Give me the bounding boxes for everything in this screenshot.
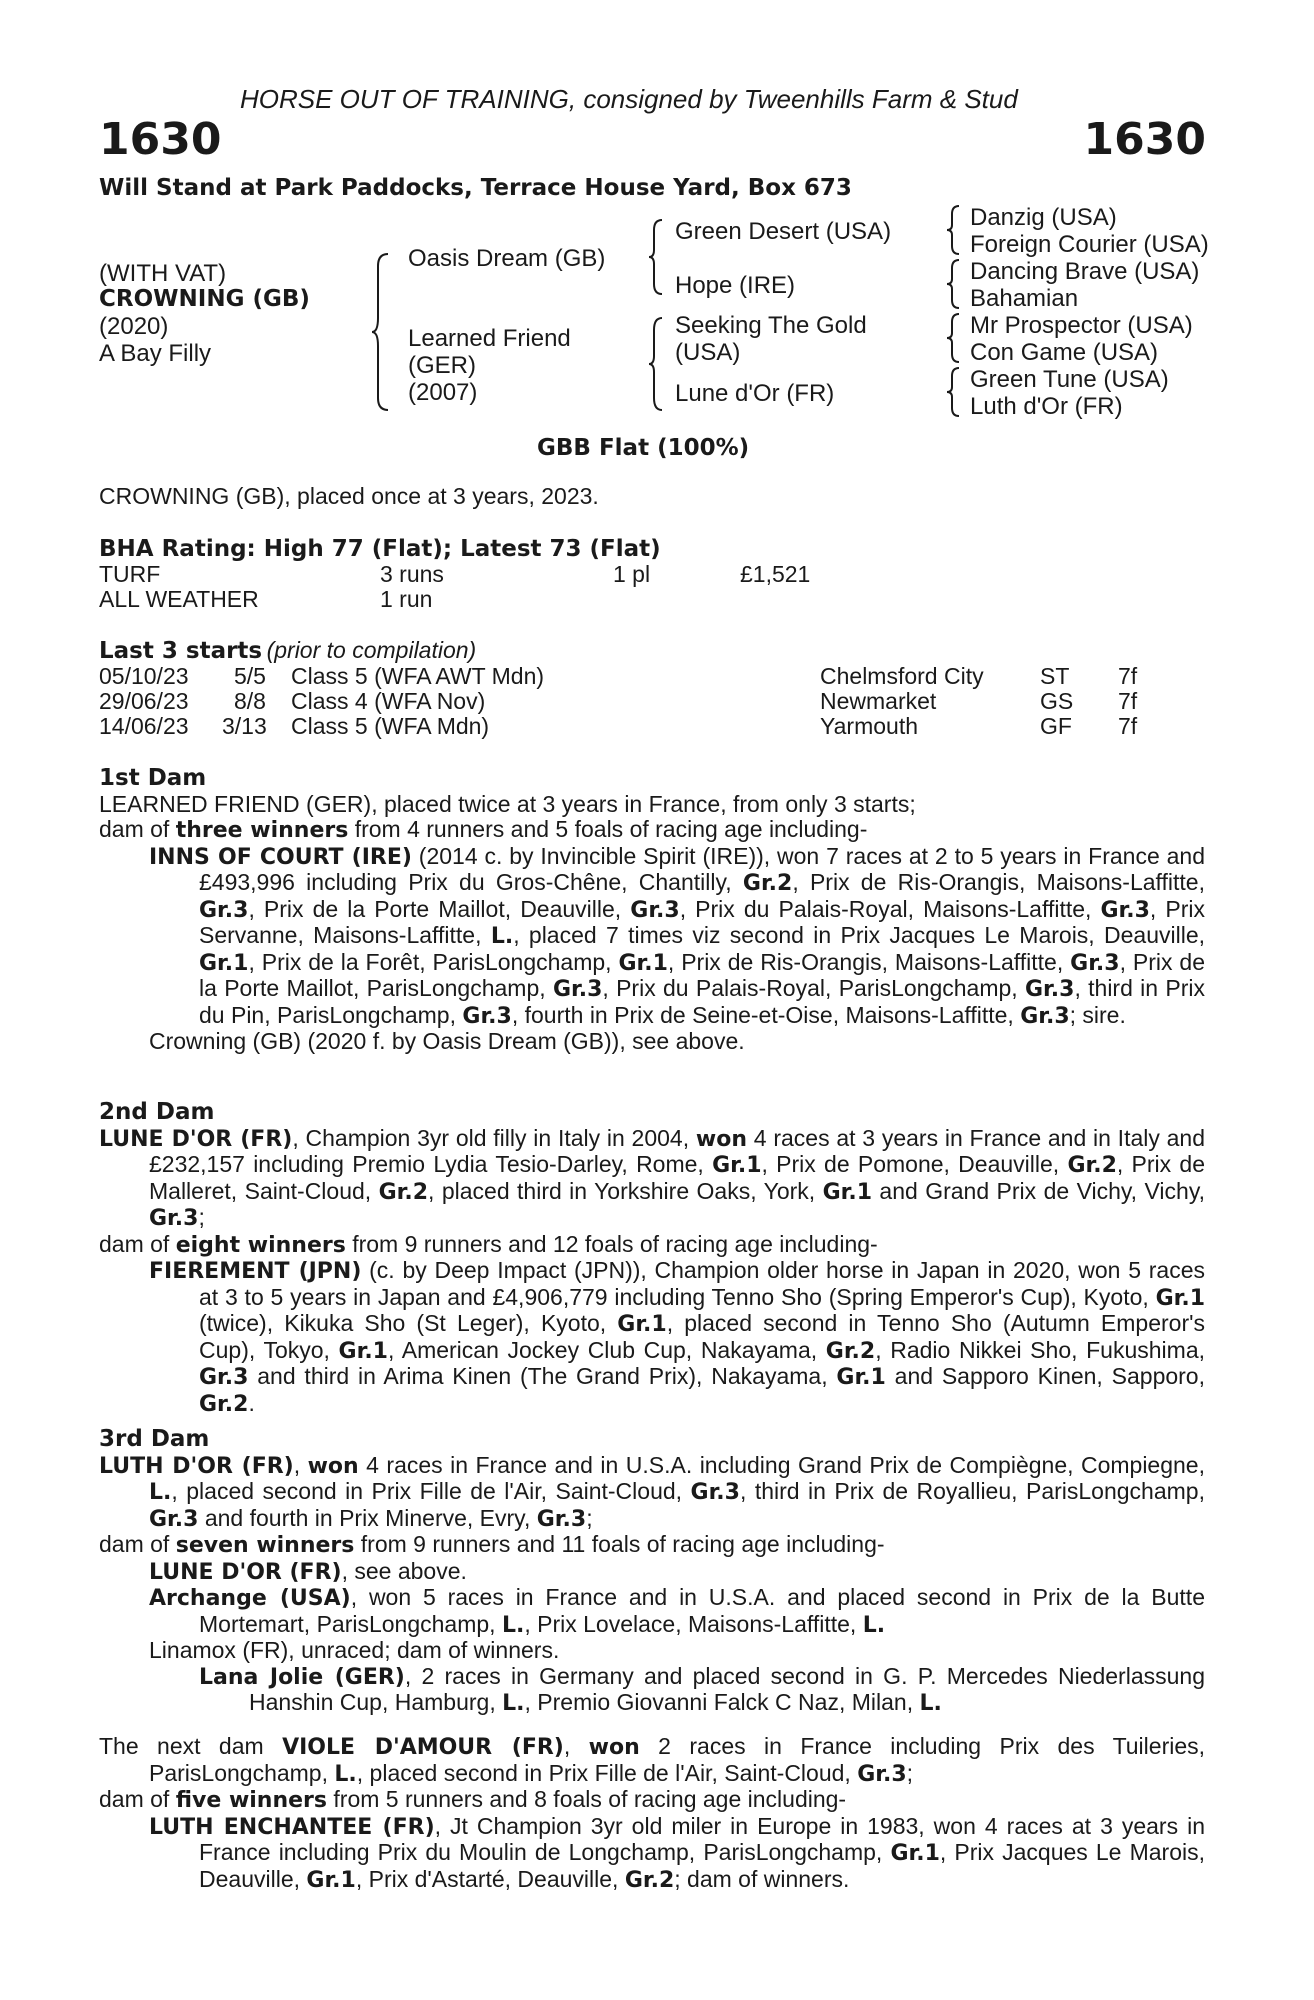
produce-lana-jolie	[99, 1664, 1205, 1717]
grade: Gr.3	[690, 1480, 740, 1505]
text: 4 races at 3 years in France and in Italy and £232,157 including Premio Lydia Tesio-Darley, Rome,	[149, 1124, 1206, 1177]
start-date: 14/06/23	[99, 713, 189, 739]
consignment-line: HORSE OUT OF TRAINING, consigned by Tweenhills Farm & Stud	[240, 84, 1018, 114]
text: and Grand Prix de Vichy, Vichy,	[872, 1177, 1205, 1204]
pedigree-brace-sire	[648, 218, 666, 296]
grade: Gr.1	[617, 1312, 667, 1337]
start-course: Chelmsford City	[820, 663, 984, 689]
winners-count: five winners	[175, 1788, 328, 1813]
text: and Sapporo Kinen, Sapporo,	[885, 1363, 1205, 1389]
dam-name-line1: Learned Friend	[408, 325, 571, 352]
start-going: ST	[1040, 663, 1070, 689]
first-dam-section	[99, 766, 1205, 1055]
grade: Gr.3	[1020, 1003, 1070, 1029]
bha-rating-heading: BHA Rating: High 77 (Flat); Latest 73 (Flat)	[99, 536, 661, 562]
produce-crowning: Crowning (GB) (2020 f. by Oasis Dream (GB)), see above.	[149, 1028, 745, 1054]
start-race: Class 5 (WFA Mdn)	[291, 713, 490, 739]
horse-name: VIOLE D'AMOUR (FR)	[282, 1735, 564, 1760]
text: , Jt Champion 3yr old miler in Europe in 1983, won 4 races at 3 years in France including Prix du Moulin de Longchamp, ParisLongchamp,	[199, 1812, 1205, 1865]
start-distance: 7f	[1118, 688, 1138, 714]
text: dam of	[99, 1786, 176, 1812]
text: , Premio Giovanni Falck C Naz, Milan,	[524, 1689, 920, 1715]
pedigree-brace-dam	[648, 316, 666, 412]
grade: L.	[501, 1612, 525, 1638]
grade: L.	[490, 924, 514, 949]
grandparent-7: Green Tune (USA)	[970, 366, 1169, 393]
first-dam-heading: 1st Dam	[99, 765, 207, 791]
text: .	[248, 1389, 255, 1416]
text: , placed second in Tenno Sho (Autumn Emperor's Cup), Tokyo,	[199, 1310, 1205, 1363]
grade: L.	[862, 1612, 886, 1638]
grade: Gr.3	[462, 1003, 512, 1029]
rating-surface: TURF	[99, 561, 161, 587]
text: from 5 runners and 8 foals of racing age including-	[327, 1786, 847, 1812]
grade: Gr.2	[378, 1179, 429, 1205]
text: ;	[906, 1759, 914, 1786]
gbb-flat-label: GBB Flat (100%)	[537, 435, 750, 461]
text: from 9 runners and 11 foals of racing age including-	[354, 1531, 885, 1557]
first-dam-produce	[99, 817, 1205, 844]
last-starts-note: (prior to compilation)	[266, 637, 477, 663]
won-label: won	[695, 1126, 747, 1152]
second-dam-heading: 2nd Dam	[99, 1099, 215, 1125]
grade: Gr.3	[199, 1365, 249, 1390]
text: , Prix Jacques Le Marois, Deauville,	[199, 1839, 1205, 1892]
dam-name-line2: (GER)	[408, 352, 476, 379]
text: , 2 races in Germany and placed second in G. P. Mercedes Niederlassung Hanshin Cup, Hamburg,	[249, 1662, 1205, 1715]
start-date: 29/06/23	[99, 688, 189, 714]
text: ,	[293, 1451, 308, 1478]
text: (twice), Kikuka Sho (St Leger), Kyoto,	[199, 1310, 618, 1336]
text: from 4 runners and 5 foals of racing age including-	[348, 816, 868, 842]
third-dam-produce	[99, 1532, 1205, 1559]
grade: L.	[919, 1691, 942, 1716]
start-course: Yarmouth	[820, 713, 919, 739]
horse-name: LUNE D'OR (FR)	[99, 1126, 293, 1152]
text: , Prix du Palais-Royal, Maisons-Laffitte,	[679, 895, 1101, 922]
horse-name: INNS OF COURT (IRE)	[149, 844, 412, 870]
text: The next dam	[99, 1733, 283, 1759]
text: , won 5 races in France and in U.S.A. and placed second in Prix de la Butte Mortemart, ParisLongchamp,	[199, 1584, 1205, 1637]
produce-inns-of-court	[99, 844, 1205, 1030]
grade: Gr.1	[712, 1153, 762, 1178]
pedigree-brace-g1	[946, 204, 962, 256]
text: , Prix d'Astarté, Deauville,	[355, 1865, 625, 1892]
rating-runs: 1 run	[380, 586, 433, 612]
text: dam of	[99, 1230, 176, 1257]
start-distance: 7f	[1118, 713, 1138, 739]
winners-count: seven winners	[175, 1533, 355, 1558]
first-dam-line: LEARNED FRIEND (GER), placed twice at 3 years in France, from only 3 starts;	[99, 790, 916, 817]
text: (2014 c. by Invincible Spirit (IRE)), won 7 races at 2 to 5 years in France and £493,996 including Prix du Gros-Chêne, Chantilly,	[199, 842, 1205, 895]
grade: Gr.1	[199, 950, 249, 976]
winners-count: three winners	[175, 818, 349, 843]
text: , Prix du Palais-Royal, ParisLongchamp,	[602, 975, 1025, 1001]
start-position: 3/13	[222, 713, 267, 739]
start-going: GF	[1040, 713, 1072, 739]
horse-name: CROWNING (GB)	[99, 286, 310, 312]
text: , third in Prix de Royallieu, ParisLongchamp,	[739, 1478, 1205, 1504]
start-race: Class 5 (WFA AWT Mdn)	[291, 663, 545, 689]
start-date: 05/10/23	[99, 663, 189, 689]
grandparent-8: Luth d'Or (FR)	[970, 393, 1123, 420]
dam-name-line3: (2007)	[408, 379, 478, 406]
last-starts-heading	[99, 638, 476, 664]
grade: Gr.1	[618, 950, 668, 976]
produce-fierement	[99, 1258, 1205, 1417]
stand-location: Will Stand at Park Paddocks, Terrace House Yard, Box 673	[99, 175, 852, 201]
text: , Prix de la Porte Maillot, Deauville,	[248, 895, 631, 922]
second-dam-record	[99, 1126, 1205, 1232]
pedigree-brace-g3	[946, 312, 962, 364]
start-position: 8/8	[234, 688, 266, 714]
text: , see above.	[341, 1557, 467, 1584]
grade: Gr.1	[836, 1365, 886, 1390]
start-distance: 7f	[1118, 663, 1138, 689]
text: and fourth in Prix Minerve, Evry,	[198, 1504, 537, 1531]
grade: Gr.3	[1025, 977, 1075, 1002]
pedigree-brace-main	[370, 252, 392, 412]
text: , fourth in Prix de Seine-et-Oise, Maisons-Laffitte,	[511, 1001, 1021, 1028]
produce-linamox: Linamox (FR), unraced; dam of winners.	[149, 1637, 560, 1663]
rating-placed: 1 pl	[613, 561, 651, 587]
start-going: GS	[1040, 688, 1074, 714]
start-position: 5/5	[234, 663, 266, 689]
text: , Prix de Ris-Orangis, Maisons-Laffitte,	[792, 869, 1205, 895]
text: , Prix de la Porte Maillot, ParisLongchamp,	[199, 948, 1205, 1001]
grade: Gr.3	[536, 1506, 587, 1532]
horse-name: LUTH D'OR (FR)	[99, 1453, 294, 1479]
grade: Gr.3	[1070, 950, 1120, 976]
third-dam-record	[99, 1453, 1205, 1533]
grandparent-4: Bahamian	[970, 285, 1079, 312]
text: , placed third in Yorkshire Oaks, York,	[428, 1177, 823, 1204]
dam-sire-name-line2: (USA)	[675, 339, 741, 366]
start-course: Newmarket	[820, 688, 937, 714]
text: , placed 7 times viz second in Prix Jacques Le Marois, Deauville,	[513, 922, 1206, 948]
grade: Gr.3	[149, 1506, 199, 1532]
horse-name: LUNE D'OR (FR)	[149, 1559, 342, 1585]
race-summary: CROWNING (GB), placed once at 3 years, 2023.	[99, 483, 599, 509]
grade: Gr.1	[338, 1338, 388, 1364]
produce-archange	[99, 1585, 1205, 1638]
horse-description: A Bay Filly	[99, 340, 212, 367]
last-starts-title: Last 3 starts	[99, 638, 263, 664]
pedigree-brace-g4	[946, 366, 962, 418]
text: , third in Prix du Pin, ParisLongchamp,	[199, 975, 1205, 1028]
grade: Gr.2	[1067, 1153, 1117, 1178]
grandparent-6: Con Game (USA)	[970, 339, 1159, 366]
grade: Gr.2	[199, 1391, 249, 1417]
grade: Gr.2	[825, 1338, 876, 1364]
next-dam-section	[99, 1734, 1205, 1893]
text: ;	[586, 1504, 593, 1531]
text: ; dam of winners.	[674, 1865, 850, 1892]
grade: Gr.3	[149, 1206, 199, 1231]
horse-name: LUTH ENCHANTEE (FR)	[149, 1814, 435, 1840]
grade: Gr.1	[822, 1179, 873, 1205]
text: , American Jockey Club Cup, Nakayama,	[387, 1336, 826, 1363]
pedigree-brace-g2	[946, 258, 962, 310]
text: , Prix Lovelace, Maisons-Laffitte,	[524, 1610, 863, 1637]
text: dam of	[99, 816, 176, 842]
text: dam of	[99, 1531, 176, 1557]
text: ,	[563, 1733, 589, 1759]
grade: L.	[149, 1480, 172, 1505]
text: , Prix de Ris-Orangis, Maisons-Laffitte,	[667, 948, 1071, 975]
grade: Gr.1	[1155, 1285, 1205, 1311]
text: 4 races in France and in U.S.A. including Grand Prix de Compiègne, Compiegne,	[358, 1451, 1205, 1478]
text: , Prix de Malleret, Saint-Cloud,	[149, 1151, 1205, 1204]
text: , placed second in Prix Fille de l'Air, Saint-Cloud,	[356, 1759, 858, 1786]
text: ;	[198, 1204, 205, 1230]
sire-name: Oasis Dream (GB)	[408, 245, 606, 272]
lot-number-left: 1630	[99, 114, 222, 165]
grandparent-5: Mr Prospector (USA)	[970, 312, 1193, 339]
third-dam-section	[99, 1427, 1205, 1717]
winners-count: eight winners	[175, 1232, 346, 1258]
text: , Prix de Pomone, Deauville,	[761, 1151, 1068, 1177]
next-dam-record	[99, 1734, 1205, 1787]
text: , Radio Nikkei Sho, Fukushima,	[875, 1336, 1205, 1363]
produce-lune-dor	[99, 1559, 1205, 1586]
horse-name: Archange (USA)	[149, 1586, 351, 1611]
won-label: won	[588, 1735, 640, 1760]
text: (c. by Deep Impact (JPN)), Champion older horse in Japan in 2020, won 5 races at 3 to 5 years in Japan and £4,906,779 including Tenno Sho (Spring Emperor's Cup), Kyoto,	[199, 1257, 1205, 1310]
next-dam-produce	[99, 1787, 1205, 1814]
start-race: Class 4 (WFA Nov)	[291, 688, 486, 714]
third-dam-heading: 3rd Dam	[99, 1426, 210, 1452]
grandparent-3: Dancing Brave (USA)	[970, 258, 1200, 285]
rating-runs: 3 runs	[380, 561, 444, 587]
lot-number-right: 1630	[1083, 114, 1206, 165]
horse-name: Lana Jolie (GER)	[199, 1664, 405, 1690]
grade: Gr.3	[552, 977, 603, 1002]
second-dam-produce	[99, 1232, 1205, 1259]
horse-name: FIEREMENT (JPN)	[149, 1259, 362, 1284]
grade: Gr.3	[630, 897, 680, 923]
second-dam-section	[99, 1100, 1205, 1417]
text: , placed second in Prix Fille de l'Air, Saint-Cloud,	[171, 1478, 691, 1504]
text: 2 races in France including Prix des Tuileries, ParisLongchamp,	[149, 1733, 1206, 1786]
dam-dam-name: Lune d'Or (FR)	[675, 380, 835, 407]
grade: Gr.2	[624, 1867, 675, 1893]
sire-dam-name: Hope (IRE)	[675, 272, 796, 299]
grandparent-2: Foreign Courier (USA)	[970, 231, 1209, 258]
won-label: won	[307, 1453, 359, 1479]
dam-sire-name-line1: Seeking The Gold	[675, 312, 867, 339]
sire-sire-name: Green Desert (USA)	[675, 218, 892, 245]
text: , Prix de la Forêt, ParisLongchamp,	[248, 948, 619, 975]
horse-year: (2020)	[99, 313, 169, 340]
rating-earnings: £1,521	[740, 561, 811, 587]
text: , Champion 3yr old filly in Italy in 2004,	[292, 1124, 696, 1151]
grade: L.	[502, 1691, 525, 1716]
text: , Prix Servanne, Maisons-Laffitte,	[199, 895, 1205, 948]
grade: Gr.2	[742, 871, 793, 896]
produce-luth-enchantee	[99, 1814, 1205, 1894]
rating-surface: ALL WEATHER	[99, 586, 259, 612]
text: and third in Arima Kinen (The Grand Prix), Nakayama,	[248, 1363, 837, 1389]
grade: Gr.1	[890, 1841, 940, 1866]
grade: Gr.3	[857, 1761, 907, 1787]
text: ; sire.	[1069, 1001, 1126, 1028]
grade: Gr.3	[1100, 897, 1150, 923]
grade: L.	[334, 1761, 357, 1787]
grandparent-1: Danzig (USA)	[970, 204, 1117, 231]
vat-note: (WITH VAT)	[99, 260, 227, 287]
grade: Gr.3	[199, 897, 249, 923]
grade: Gr.1	[306, 1867, 356, 1893]
text: from 9 runners and 12 foals of racing age including-	[345, 1230, 878, 1257]
